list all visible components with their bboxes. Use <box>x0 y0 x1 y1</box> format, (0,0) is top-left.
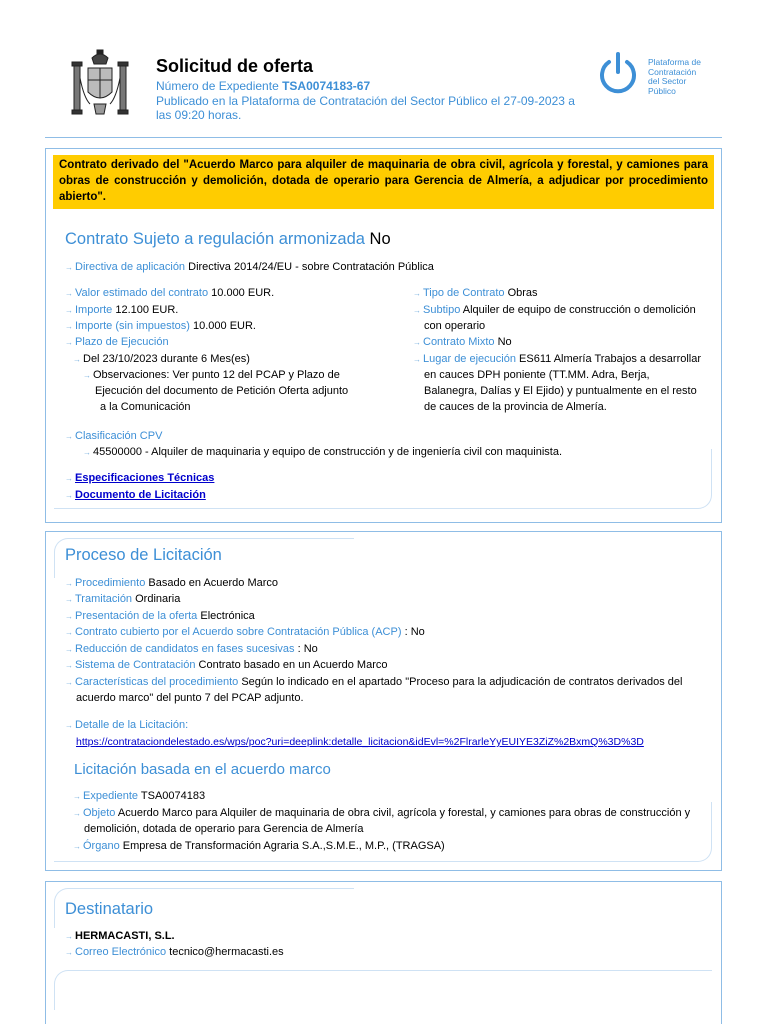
objeto-label: Objeto <box>83 807 116 819</box>
presentacion-label: Presentación de la oferta <box>75 610 198 622</box>
arrow-icon: → <box>65 338 73 347</box>
arrow-icon: → <box>65 263 73 272</box>
importe-row <box>65 302 178 320</box>
caracteristicas-row <box>65 674 682 692</box>
mixto-label: Contrato Mixto <box>423 336 495 348</box>
expediente-line <box>156 79 370 93</box>
arrow-icon: → <box>65 645 73 654</box>
arrow-icon: → <box>65 322 73 331</box>
header-divider <box>45 137 722 138</box>
detalle-row <box>65 717 188 735</box>
platform-logo-text <box>648 58 718 96</box>
valor-value: 10.000 EUR. <box>211 287 275 299</box>
acuerdo-expediente-value: TSA0074183 <box>140 790 206 802</box>
arrow-icon: → <box>65 595 73 604</box>
sistema-label: Sistema de Contratación <box>75 659 196 671</box>
decorative-frame <box>54 449 712 509</box>
armonizada-label: Contrato Sujeto a regulación armonizada <box>65 230 365 248</box>
arrow-icon: → <box>83 371 91 380</box>
coat-of-arms-logo <box>70 48 130 124</box>
acp-row <box>65 624 425 642</box>
arrow-icon: → <box>65 948 73 957</box>
plazo-value-row <box>73 351 250 369</box>
arrow-icon: → <box>65 491 73 500</box>
arrow-icon: → <box>65 289 73 298</box>
platform-power-icon <box>596 52 640 96</box>
tipo-row <box>413 285 538 303</box>
tramitacion-value: Ordinaria <box>135 593 181 605</box>
published-text-1: Publicado en la Plataforma de Contratación del Sector Público el 27-09-2023 a <box>156 94 575 108</box>
published-text-2: las 09:20 horas. <box>156 108 242 122</box>
expediente-value: TSA0074183-67 <box>282 79 371 93</box>
platform-logo-line: Plataforma de <box>648 57 701 67</box>
directiva-row <box>65 259 434 277</box>
caracteristicas-label: Características del procedimiento <box>75 676 239 688</box>
lugar-label: Lugar de ejecución <box>423 353 516 365</box>
arrow-icon: → <box>65 721 73 730</box>
arrow-icon: → <box>65 612 73 621</box>
acp-value: : No <box>404 626 425 638</box>
importe-label: Importe <box>75 304 113 316</box>
armonizada-heading <box>65 229 391 249</box>
acuerdo-marco-heading: Licitación basada en el acuerdo marco <box>74 761 331 778</box>
subtipo-value-cont: con operario <box>424 320 486 332</box>
caracteristicas-value-cont: acuerdo marco" del punto 7 del PCAP adjunto. <box>76 692 304 704</box>
detalle-label: Detalle de la Licitación: <box>75 719 189 731</box>
contract-intro-banner: Contrato derivado del "Acuerdo Marco para alquiler de maquinaria de obra civil, agrícola y forestal, y camiones para obras de construcción y demolición, dotada de operario para Gerencia de Almería, a adjudicar por procedimiento abierto". <box>53 155 714 209</box>
observaciones-text: Ejecución del documento de Petición Oferta adjunto <box>95 385 349 397</box>
destinatario-nombre-row <box>65 928 175 946</box>
arrow-icon: → <box>413 355 421 364</box>
platform-logo-line: Contratación <box>648 66 697 77</box>
arrow-icon: → <box>413 289 421 298</box>
reduccion-value: : No <box>297 643 318 655</box>
tipo-label: Tipo de Contrato <box>423 287 505 299</box>
reduccion-label: Reducción de candidatos en fases sucesivas <box>75 643 295 655</box>
tramitacion-row <box>65 591 180 609</box>
tramitacion-label: Tramitación <box>75 593 133 605</box>
objeto-value-cont: demolición, dotada de operario para Gerencia de Almería <box>84 823 364 835</box>
armonizada-value: No <box>369 230 391 248</box>
mixto-value: No <box>497 336 512 348</box>
plazo-row <box>65 334 169 352</box>
cpv-row <box>65 428 162 446</box>
plazo-value: Del 23/10/2023 durante 6 Mes(es) <box>83 353 250 365</box>
lugar-value-cont: Balanegra, Dalías y El Ejido) y puntualmente en el resto <box>424 385 697 397</box>
published-line <box>156 94 596 122</box>
page-title: Solicitud de oferta <box>156 56 314 76</box>
importe-sin-row <box>65 318 256 336</box>
presentacion-value: Electrónica <box>200 610 255 622</box>
destinatario-nombre: HERMACASTI, S.L. <box>75 930 175 942</box>
sistema-value: Contrato basado en un Acuerdo Marco <box>198 659 388 671</box>
arrow-icon: → <box>73 809 81 818</box>
acp-label: Contrato cubierto por el Acuerdo sobre Contratación Pública (ACP) <box>75 626 402 638</box>
platform-logo-line: del Sector <box>648 76 687 86</box>
observaciones-text: Observaciones: Ver punto 12 del PCAP y Plazo de <box>93 369 340 381</box>
detalle-url-row <box>76 734 644 751</box>
procedimiento-value: Basado en Acuerdo Marco <box>148 577 279 589</box>
arrow-icon: → <box>65 432 73 441</box>
proceso-section <box>45 531 722 871</box>
subtipo-row <box>413 302 696 320</box>
organo-value: Empresa de Transformación Agraria S.A.,S.M.E., M.P., (TRAGSA) <box>122 840 445 852</box>
lugar-row <box>413 351 701 369</box>
arrow-icon: → <box>65 306 73 315</box>
procedimiento-row <box>65 575 278 593</box>
subtipo-value: Alquiler de equipo de construcción o demolición <box>462 304 696 316</box>
arrow-icon: → <box>65 628 73 637</box>
directiva-label: Directiva de aplicación <box>75 261 186 273</box>
arrow-icon: → <box>65 661 73 670</box>
directiva-value: Directiva 2014/24/EU - sobre Contratación Pública <box>188 261 434 273</box>
valor-label: Valor estimado del contrato <box>75 287 209 299</box>
acuerdo-expediente-label: Expediente <box>83 790 139 802</box>
importe-sin-label: Importe (sin impuestos) <box>75 320 190 332</box>
organo-label: Órgano <box>83 840 120 852</box>
destinatario-heading: Destinatario <box>65 900 154 918</box>
sistema-row <box>65 657 387 675</box>
objeto-value: Acuerdo Marco para Alquiler de maquinaria de obra civil, agrícola y forestal, y camiones para obras de construcción y <box>117 807 691 819</box>
arrow-icon: → <box>65 579 73 588</box>
importe-sin-value: 10.000 EUR. <box>193 320 256 332</box>
cpv-value: 45500000 - Alquiler de maquinaria y equipo de construcción y de ingeniería civil con maquinista. <box>93 446 563 458</box>
arrow-icon: → <box>413 338 421 347</box>
contract-section <box>45 148 722 523</box>
platform-logo-line: Público <box>648 85 676 96</box>
importe-value: 12.100 EUR. <box>115 304 179 316</box>
caracteristicas-value: Según lo indicado en el apartado "Proceso para la adjudicación de contratos derivados del <box>241 676 683 688</box>
arrow-icon: → <box>73 792 81 801</box>
arrow-icon: → <box>65 932 73 941</box>
documento-licitacion-link[interactable]: Documento de Licitación <box>75 489 206 501</box>
cpv-label: Clasificación CPV <box>75 430 163 442</box>
lugar-value-cont: en cauces DPH poniente (TT.MM. Adra, Berja, <box>424 369 650 381</box>
correo-row <box>65 944 284 962</box>
destinatario-section <box>45 881 722 1024</box>
lugar-value: ES611 Almería Trabajos a desarrollar <box>519 353 702 365</box>
mixto-row <box>413 334 512 352</box>
observaciones-text: a la Comunicación <box>100 401 191 413</box>
especificaciones-link[interactable]: Especificaciones Técnicas <box>75 472 215 484</box>
plazo-label: Plazo de Ejecución <box>75 336 169 348</box>
arrow-icon: → <box>65 678 73 687</box>
subtipo-label: Subtipo <box>423 304 461 316</box>
observaciones-row <box>83 367 340 385</box>
decorative-frame <box>54 970 712 1010</box>
arrow-icon: → <box>83 448 91 457</box>
detalle-licitacion-url[interactable]: https://contrataciondelestado.es/wps/poc?uri=deeplink:detalle_licitacion&idEvl=%2FlrarleYyEUIYE3ZiZ%2BxmQ%3D%3D <box>76 736 644 748</box>
proceso-heading: Proceso de Licitación <box>65 546 222 564</box>
arrow-icon: → <box>73 355 81 364</box>
presentacion-row <box>65 608 255 626</box>
correo-label: Correo Electrónico <box>75 946 167 958</box>
arrow-icon: → <box>65 474 73 483</box>
decorative-frame <box>54 802 712 862</box>
expediente-label: Número de Expediente <box>156 79 279 93</box>
arrow-icon: → <box>413 306 421 315</box>
correo-value: tecnico@hermacasti.es <box>169 946 284 958</box>
arrow-icon: → <box>73 842 81 851</box>
procedimiento-label: Procedimiento <box>75 577 146 589</box>
document-header <box>0 0 768 140</box>
tipo-value: Obras <box>507 287 538 299</box>
lugar-value-cont: de cauces de la provincia de Almería. <box>424 401 607 413</box>
valor-row <box>65 285 274 303</box>
reduccion-row <box>65 641 318 659</box>
